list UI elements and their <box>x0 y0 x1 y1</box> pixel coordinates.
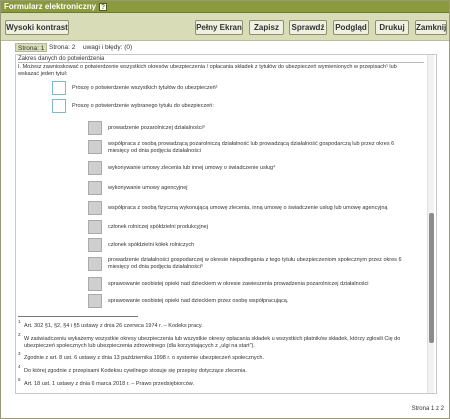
option-sub-7-label: członek spółdzielni kółek rolniczych <box>108 242 195 248</box>
checkbox-sub-5[interactable] <box>88 201 102 215</box>
close-button[interactable]: Zamknij <box>415 20 447 35</box>
page-tabs <box>1 42 449 53</box>
option-all-titles-label: Proszę o potwierdzenie wszystkich tytułów do ubezpieczeń² <box>72 85 218 91</box>
footnote-number-2: 2 <box>18 332 21 337</box>
footnote-5: Art. 18 ust. 1 ustawy z dnia 6 marca 2018 r. – Prawo przedsiębiorców. <box>24 381 194 387</box>
save-button[interactable]: Zapisz <box>249 20 284 35</box>
option-sub-1-label: prowadzenie pozarolniczej działalności³ <box>108 125 205 131</box>
footnote-4: Do której zgodnie z przepisami Kodeksu cywilnego stosuje się przepisy dotyczące zlecenia. <box>24 368 247 374</box>
footnote-1: Art. 302 §1, §2, §4 i §5 ustawy z dnia 26 czerwca 1974 r. – Kodeks pracy. <box>24 323 203 329</box>
option-sub-4-label: wykonywanie umowy agencyjnej <box>108 185 188 191</box>
option-sub-6-label: członek rolniczej spółdzielni produkcyjnej <box>108 224 208 230</box>
footnote-2: W zaświadczeniu wykażemy wszystkie okresy ubezpieczenia lub wszystkie okresy opłacania składek u wszystkich płatników składek, którzy zgłosili Cię do ubezpieczeń społecznych lub ubezpieczenia zdrowotnego (dla korzystających z „ulgi na start”). <box>24 336 401 349</box>
option-sub-9-label: sprawowanie osobistej opieki nad dzieckiem w okresie zawieszenia prowadzenia pozarolniczej działalności <box>108 281 369 287</box>
checkbox-sub-6[interactable] <box>88 220 102 234</box>
tab-page-2[interactable]: Strona: 2 <box>49 44 76 51</box>
window-title: Formularz elektroniczny <box>4 1 97 11</box>
footnote-number-4: 4 <box>18 364 21 369</box>
checkbox-sub-9[interactable] <box>88 277 102 291</box>
option-sub-10-label: sprawowanie osobistej opieki nad dzieckiem przez osobę współpracującą. <box>108 298 289 304</box>
option-sub-3-label: wykonywanie umowy zlecenia lub innej umowy o świadczenie usług⁴ <box>108 165 276 171</box>
checkbox-sub-1[interactable] <box>88 121 102 135</box>
checkbox-sub-4[interactable] <box>88 181 102 195</box>
high-contrast-button[interactable]: Wysoki kontrast <box>5 20 69 35</box>
checkbox-sub-10[interactable] <box>88 294 102 308</box>
option-selected-title-label: Proszę o potwierdzenie wybranego tytułu do ubezpieczeń: <box>72 103 214 109</box>
footnote-3: Zgodnie z art. 8 ust. 6 ustawy z dnia 13 października 1998 r. o systemie ubezpieczeń społecznych. <box>24 355 264 361</box>
checkbox-selected-title[interactable] <box>52 99 66 113</box>
help-icon[interactable]: ? <box>100 3 106 11</box>
option-sub-5-label: współpraca z osobą fizyczną wykonującą umowę zlecenia, inną umowę o świadczenie usług lub umowę agencyjną <box>108 205 388 211</box>
check-button[interactable]: Sprawdź <box>289 20 327 35</box>
fullscreen-button[interactable]: Pełny Ekran <box>195 20 243 35</box>
scrollbar-thumb[interactable] <box>429 213 434 343</box>
footnotes-separator <box>18 316 138 317</box>
title-bar <box>1 1 449 13</box>
toolbar <box>1 13 449 41</box>
section-title: Zakres danych do potwierdzenia <box>18 55 424 63</box>
preview-button[interactable]: Podgląd <box>333 20 369 35</box>
footnote-number-5: 5 <box>18 377 21 382</box>
footnote-number-1: 1 <box>18 319 21 324</box>
checkbox-all-titles[interactable] <box>52 81 66 95</box>
footnote-number-3: 3 <box>18 351 21 356</box>
vertical-scrollbar[interactable] <box>427 55 434 393</box>
page-indicator: Strona 1 z 2 <box>411 406 444 412</box>
tab-page-1[interactable]: Strona: 1 <box>15 43 47 52</box>
checkbox-sub-3[interactable] <box>88 161 102 175</box>
print-button[interactable]: Drukuj <box>375 20 409 35</box>
checkbox-sub-2[interactable] <box>88 140 102 154</box>
option-sub-8-label: prowadzenie działalności gospodarczej w okresie niepodlegania z tego tytułu ubezpieczeniom społecznym przez okres 6 miesięcy od dnia podjęcia działalności⁵ <box>108 257 402 270</box>
option-sub-2-label: współpraca z osobą prowadzącą pozarolniczą działalność lub prowadzącą działalność gospodarczą lub przez okres 6 miesięcy od dnia podjęcia działalności <box>108 141 395 154</box>
intro-text: I. Możesz zawnioskować o potwierdzenie wszystkich okresów ubezpieczenia / opłacania składek z tytułów do ubezpieczeń wymienionych w przepisach¹ lub wskazać jeden tytuł: <box>18 64 397 77</box>
form-content <box>15 54 437 394</box>
checkbox-sub-7[interactable] <box>88 238 102 252</box>
checkbox-sub-8[interactable] <box>88 257 102 271</box>
tab-errors[interactable]: uwagi i błędy: (0) <box>83 44 133 51</box>
